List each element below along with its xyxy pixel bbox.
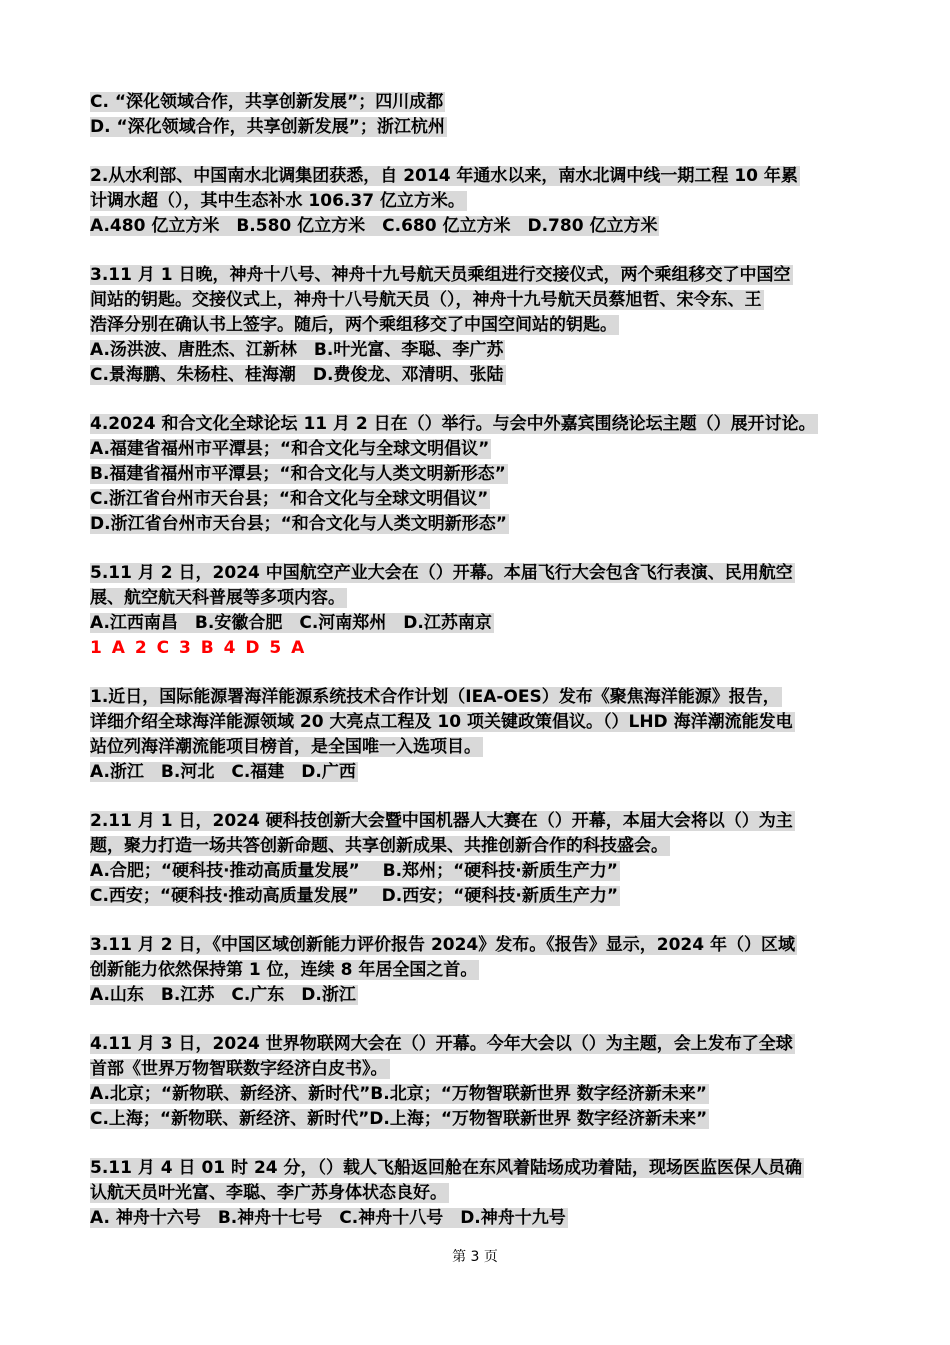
option-line: C.浙江省台州市天台县；“和合文化与全球文明倡议” [90, 489, 489, 509]
option-line: D. “深化领域合作，共享创新发展”；浙江杭州 [90, 117, 445, 137]
page-number: 第 3 页 [452, 1249, 498, 1265]
question-text: 详细介绍全球海洋能源领域 20 大亮点工程及 10 项关键政策倡议。（）LHD 海洋潮流能发电 [90, 712, 793, 732]
option-line: A.江西南昌 B.安徽合肥 C.河南郑州 D.江苏南京 [90, 613, 492, 633]
question-text: 2.从水利部、中国南水北调集团获悉，自 2014 年通水以来，南水北调中线一期工程 10 年累 [90, 166, 798, 186]
option-line: C.上海；“新物联、新经济、新时代”D.上海；“万物智联新世界 数字经济新未来” [90, 1109, 708, 1129]
answer-key: 1 A 2 C 3 B 4 D 5 A [90, 638, 307, 658]
question-text: 认航天员叶光富、李聪、李广苏身体状态良好。 [90, 1183, 447, 1203]
set2-question-4 [90, 1032, 865, 1132]
question-2 [90, 164, 865, 239]
question-text: 1.近日，国际能源署海洋能源系统技术合作计划（IEA-OES）发布《聚焦海洋能源》报告， [90, 687, 780, 707]
question-text: 创新能力依然保持第 1 位，连续 8 年居全国之首。 [90, 960, 478, 980]
question-text: 5.11 月 2 日，2024 中国航空产业大会在（）开幕。本届飞行大会包含飞行表演、民用航空 [90, 563, 793, 583]
option-line: D.浙江省台州市天台县；“和合文化与人类文明新形态” [90, 514, 507, 534]
option-line: B.福建省福州市平潭县；“和合文化与人类文明新形态” [90, 464, 506, 484]
option-line: C.西安；“硬科技·推动高质量发展” D.西安；“硬科技·新质生产力” [90, 886, 619, 906]
option-line: C.景海鹏、朱杨柱、桂海潮 D.费俊龙、邓清明、张陆 [90, 365, 504, 385]
option-line: A.合肥；“硬科技·推动高质量发展” B.郑州；“硬科技·新质生产力” [90, 861, 618, 881]
set2-question-3 [90, 933, 865, 1008]
option-line: A. 神舟十六号 B.神舟十七号 C.神舟十八号 D.神舟十九号 [90, 1208, 566, 1228]
question-text: 题，聚力打造一场共答创新命题、共享创新成果、共推创新合作的科技盛会。 [90, 836, 668, 856]
question-text: 计调水超（），其中生态补水 106.37 亿立方米。 [90, 191, 465, 211]
option-line: A.480 亿立方米 B.580 亿立方米 C.680 亿立方米 D.780 亿立方米 [90, 216, 658, 236]
question-text: 站位列海洋潮流能项目榜首，是全国唯一入选项目。 [90, 737, 481, 757]
question-text: 首部《世界万物智联数字经济白皮书》。 [90, 1059, 388, 1079]
question-text: 4.2024 和合文化全球论坛 11 月 2 日在（）举行。与会中外嘉宾围绕论坛主题（）展开讨论。 [90, 414, 816, 434]
set2-question-5 [90, 1156, 865, 1231]
question-text: 3.11 月 1 日晚，神舟十八号、神舟十九号航天员乘组进行交接仪式，两个乘组移交了中国空 [90, 265, 791, 285]
document-page [90, 90, 865, 1231]
set2-question-1 [90, 685, 865, 785]
option-line: A.北京；“新物联、新经济、新时代”B.北京；“万物智联新世界 数字经济新未来” [90, 1084, 707, 1104]
question-text: 展、航空航天科普展等多项内容。 [90, 588, 345, 608]
option-line: A.浙江 B.河北 C.福建 D.广西 [90, 762, 356, 782]
question-5 [90, 561, 865, 661]
set2-question-2 [90, 809, 865, 909]
option-line: A.汤洪波、唐胜杰、江新林 B.叶光富、李聪、李广苏 [90, 340, 504, 360]
question-block-prev [90, 90, 865, 140]
option-line: C. “深化领域合作，共享创新发展”；四川成都 [90, 92, 444, 112]
question-text: 4.11 月 3 日，2024 世界物联网大会在（）开幕。今年大会以（）为主题，会上发布了全球 [90, 1034, 793, 1054]
question-text: 2.11 月 1 日，2024 硬科技创新大会暨中国机器人大赛在（）开幕，本届大会将以（）为主 [90, 811, 793, 831]
question-text: 间站的钥匙。交接仪式上，神舟十八号航天员（），神舟十九号航天员蔡旭哲、宋令东、王 [90, 290, 762, 310]
question-3 [90, 263, 865, 388]
option-line: A.山东 B.江苏 C.广东 D.浙江 [90, 985, 356, 1005]
option-line: A.福建省福州市平潭县；“和合文化与全球文明倡议” [90, 439, 490, 459]
question-text: 浩泽分别在确认书上签字。随后，两个乘组移交了中国空间站的钥匙。 [90, 315, 617, 335]
question-text: 3.11 月 2 日，《中国区域创新能力评价报告 2024》发布。《报告》显示，2024 年（）区域 [90, 935, 795, 955]
question-4 [90, 412, 865, 537]
question-text: 5.11 月 4 日 01 时 24 分，（）载人飞船返回舱在东风着陆场成功着陆，现场医监医保人员确 [90, 1158, 803, 1178]
